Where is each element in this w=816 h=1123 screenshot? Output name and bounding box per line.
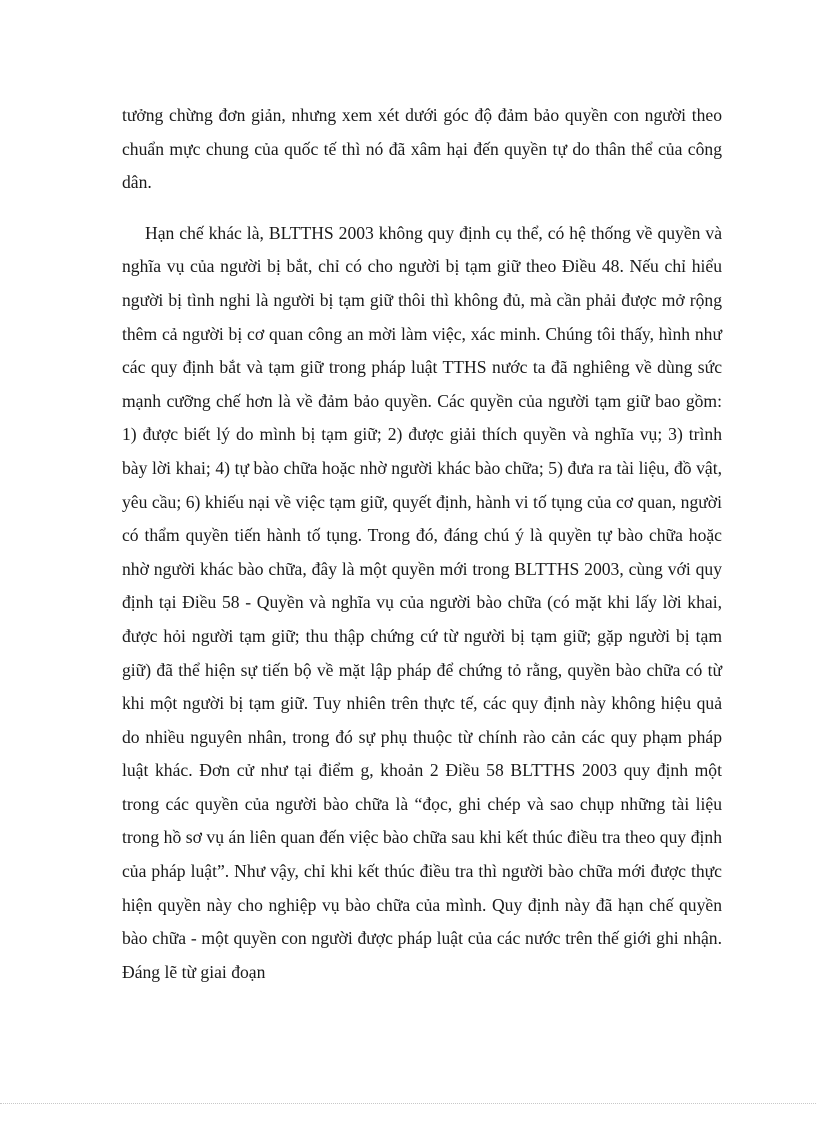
page-bottom-divider — [0, 1103, 816, 1104]
paragraph-continuation: tưởng chừng đơn giản, nhưng xem xét dưới góc độ đảm bảo quyền con người theo chuẩn mực chung của quốc tế thì nó đã xâm hại đến quyền tự do thân thể của công dân. — [122, 105, 722, 193]
paragraph-limitation: Hạn chế khác là, BLTTHS 2003 không quy định cụ thể, có hệ thống về quyền và nghĩa vụ của người bị bắt, chỉ có cho người bị tạm giữ theo Điều 48. Nếu chỉ hiểu người bị tình nghi là người bị tạm giữ thôi thì không đủ, mà cần phải được mở rộng thêm cả người bị cơ quan công an mời làm việc, xác minh. Chúng tôi thấy, hình như các quy định bắt và tạm giữ trong pháp luật TTHS nước ta đã nghiêng về dùng sức mạnh cưỡng chế hơn là về đảm bảo quyền. Các quyền của người tạm giữ bao gồm: 1) được biết lý do mình bị tạm giữ; 2) được giải thích quyền và nghĩa vụ; 3) trình bày lời khai; 4) tự bào chữa hoặc nhờ người khác bào chữa; 5) đưa ra tài liệu, đồ vật, yêu cầu; 6) khiếu nại về việc tạm giữ, quyết định, hành vi tố tụng của cơ quan, người có thẩm quyền tiến hành tố tụng. Trong đó, đáng chú ý là quyền tự bào chữa hoặc nhờ người khác bào chữa, đây là một quyền mới trong BLTTHS 2003, cùng với quy định tại Điều 58 - Quyền và nghĩa vụ của người bào chữa (có mặt khi lấy lời khai, được hỏi người tạm giữ; thu thập chứng cứ từ người bị tạm giữ; gặp người bị tạm giữ) đã thể hiện sự tiến bộ về mặt lập pháp để chứng tỏ rằng, quyền bào chữa có từ khi một người bị tạm giữ. Tuy nhiên trên thực tế, các quy định này không hiệu quả do nhiều nguyên nhân, trong đó sự phụ thuộc từ chính rào cản các quy phạm pháp luật khác. Đơn cử như tại điểm g, khoản 2 Điều 58 BLTTHS 2003 quy định một trong các quyền của người bào chữa là “đọc, ghi chép và sao chụp những tài liệu trong hồ sơ vụ án liên quan đến việc bào chữa sau khi kết thúc điều tra theo quy định của pháp luật”. Như vậy, chỉ khi kết thúc điều tra thì người bào chữa mới được thực hiện quyền này cho nghiệp vụ bào chữa của mình. Quy định này đã hạn chế quyền bào chữa - một quyền con người được pháp luật của các nước trên thế giới ghi nhận. Đáng lẽ từ giai đoạn — [122, 222, 722, 982]
body-text — [122, 99, 722, 989]
